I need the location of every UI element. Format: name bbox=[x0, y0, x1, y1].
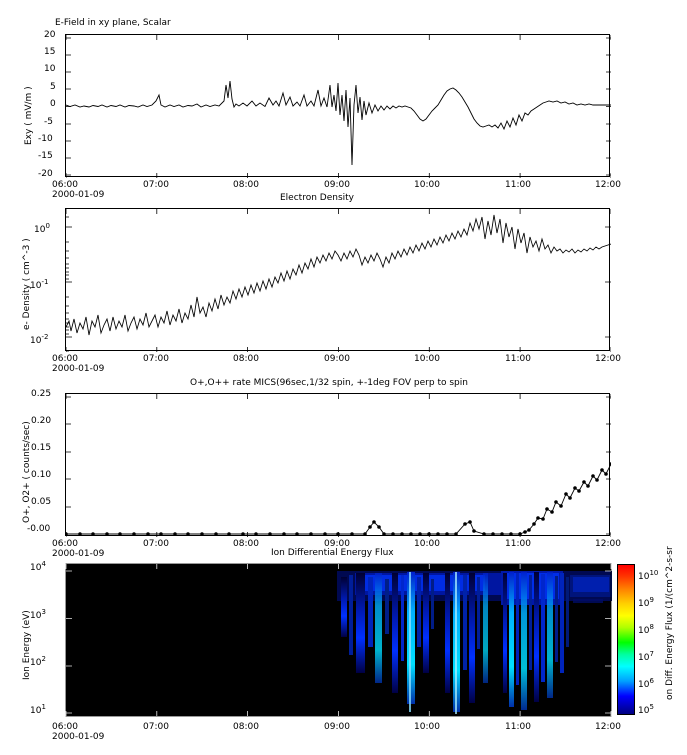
xtick-label: 06:00 bbox=[52, 354, 78, 364]
panel-oplus-date: 2000-01-09 bbox=[52, 549, 105, 559]
panel-spectrogram-title: Ion Differential Energy Flux bbox=[271, 548, 394, 558]
xtick-label: 06:00 bbox=[52, 722, 78, 732]
xtick-label: 07:00 bbox=[143, 180, 169, 190]
ytick-label: -10 bbox=[38, 134, 53, 144]
ytick-label: 10 bbox=[44, 64, 56, 74]
ytick-label: 5 bbox=[50, 82, 56, 92]
xtick-label: 08:00 bbox=[233, 539, 259, 549]
xtick-label: 10:00 bbox=[414, 722, 440, 732]
ytick-label: $10^{-2}$ bbox=[30, 333, 49, 346]
xtick-label: 12:00 bbox=[595, 722, 621, 732]
ytick-label: $10^1$ bbox=[30, 703, 46, 716]
ytick-label: $10^4$ bbox=[30, 560, 46, 573]
xtick-label: 10:00 bbox=[414, 539, 440, 549]
panel-oplus-ylabel: O+, O2+ ( counts/sec) bbox=[22, 421, 32, 523]
xtick-label: 09:00 bbox=[324, 539, 350, 549]
xtick-label: 07:00 bbox=[143, 722, 169, 732]
colorbar-tick: $10^6$ bbox=[638, 677, 654, 690]
ytick-label: -0.00 bbox=[27, 524, 51, 534]
colorbar-tick: $10^7$ bbox=[638, 650, 654, 663]
ytick-label: -20 bbox=[38, 169, 53, 179]
panel-spectrogram-plot bbox=[65, 563, 612, 718]
ytick-label: -15 bbox=[38, 151, 53, 161]
panel-edensity-plot bbox=[66, 209, 611, 352]
xtick-label: 07:00 bbox=[143, 354, 169, 364]
panel-edensity-date: 2000-01-09 bbox=[52, 364, 105, 374]
xtick-label: 06:00 bbox=[52, 180, 78, 190]
xtick-label: 07:00 bbox=[143, 539, 169, 549]
ytick-label: 0.20 bbox=[31, 416, 52, 426]
panel-edensity-title: Electron Density bbox=[280, 193, 354, 203]
xtick-label: 12:00 bbox=[595, 180, 621, 190]
panel-efield-ylabel: Exy ( mV/m ) bbox=[24, 86, 34, 145]
ytick-label: 0.10 bbox=[31, 470, 52, 480]
xtick-label: 11:00 bbox=[505, 722, 531, 732]
xtick-label: 06:00 bbox=[52, 539, 78, 549]
ytick-label: 15 bbox=[44, 47, 56, 57]
colorbar-tick: $10^8$ bbox=[638, 623, 654, 636]
xtick-label: 11:00 bbox=[505, 354, 531, 364]
xtick-label: 09:00 bbox=[324, 180, 350, 190]
xtick-label: 09:00 bbox=[324, 354, 350, 364]
xtick-label: 10:00 bbox=[414, 354, 440, 364]
ytick-label: $10^0$ bbox=[34, 222, 50, 235]
ytick-label: 0 bbox=[50, 99, 56, 109]
xtick-label: 11:00 bbox=[505, 539, 531, 549]
ytick-label: 0.25 bbox=[31, 389, 52, 399]
data-markers bbox=[66, 462, 611, 536]
xtick-label: 09:00 bbox=[324, 722, 350, 732]
ytick-label: $10^2$ bbox=[30, 655, 46, 668]
panel-efield-title: E-Field in xy plane, Scalar bbox=[55, 18, 171, 28]
colorbar-label: on Diff. Energy Flux (1/(cm^2-s-sr bbox=[665, 546, 675, 700]
ytick-label: $10^{-1}$ bbox=[30, 278, 49, 291]
panel-edensity-ylabel: e- Density ( cm^-3 ) bbox=[22, 238, 32, 330]
colorbar-tick: $10^{10}$ bbox=[638, 569, 659, 582]
panel-oplus-plot bbox=[66, 394, 611, 537]
colorbar-tick: $10^5$ bbox=[638, 703, 654, 716]
xtick-label: 08:00 bbox=[233, 722, 259, 732]
xtick-label: 12:00 bbox=[595, 539, 621, 549]
panel-efield-plot bbox=[66, 35, 611, 178]
ytick-label: -5 bbox=[44, 117, 53, 127]
xtick-label: 11:00 bbox=[505, 180, 531, 190]
xtick-label: 12:00 bbox=[595, 354, 621, 364]
panel-spectrogram-ylabel: Ion Energy (eV) bbox=[22, 610, 32, 680]
xtick-label: 08:00 bbox=[233, 180, 259, 190]
ytick-label: 20 bbox=[44, 30, 56, 40]
colorbar-tick: $10^9$ bbox=[638, 596, 654, 609]
xtick-label: 10:00 bbox=[414, 180, 440, 190]
panel-oplus-title: O+,O++ rate MICS(96sec,1/32 spin, +-1deg FOV perp to spin bbox=[190, 378, 468, 388]
xtick-label: 08:00 bbox=[233, 354, 259, 364]
ytick-label: 0.05 bbox=[31, 497, 52, 507]
ytick-label: 0.15 bbox=[31, 443, 52, 453]
panel-efield-date: 2000-01-09 bbox=[52, 190, 105, 200]
ytick-label: $10^3$ bbox=[30, 608, 46, 621]
colorbar bbox=[617, 564, 635, 715]
panel-spectrogram-date: 2000-01-09 bbox=[52, 732, 105, 742]
